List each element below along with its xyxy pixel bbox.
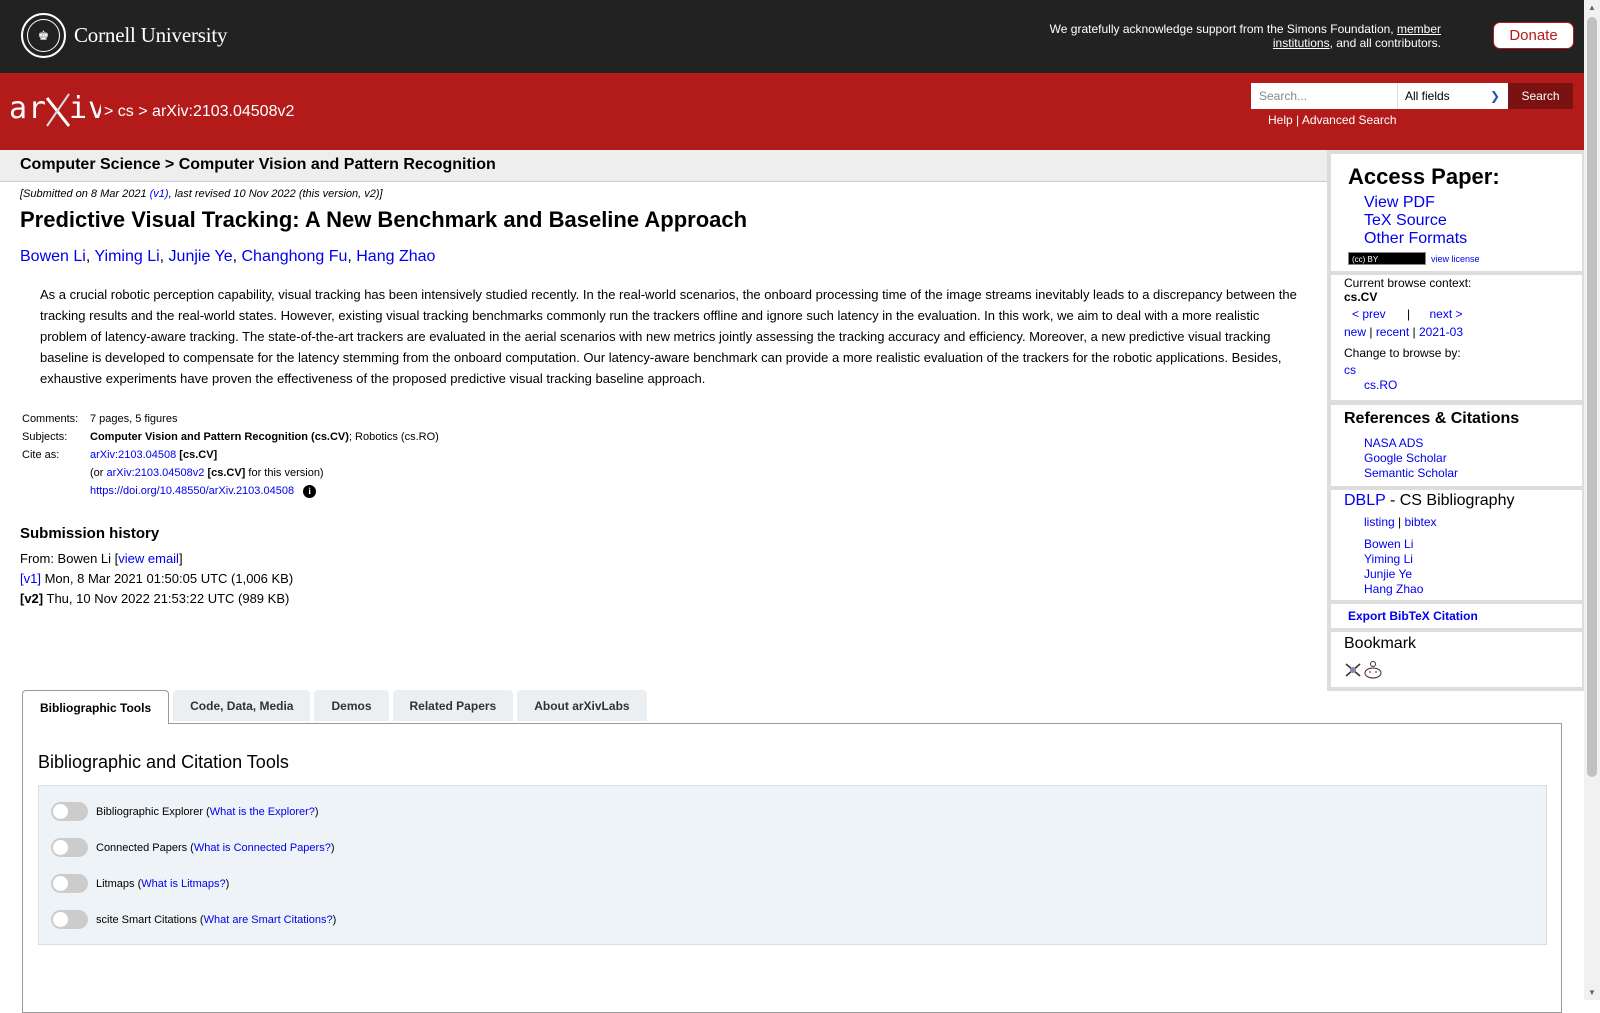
references-links bbox=[1364, 436, 1458, 481]
history-v1: [v1] Mon, 8 Mar 2021 01:50:05 UTC (1,006 KB) bbox=[20, 571, 294, 586]
help-links: Help | Advanced Search bbox=[1268, 113, 1397, 127]
month-link[interactable]: 2021-03 bbox=[1418, 325, 1464, 339]
tex-source-link[interactable]: TeX Source bbox=[1364, 212, 1447, 229]
search-field-select[interactable]: All fields ❯ bbox=[1397, 83, 1508, 109]
toggle-switch[interactable] bbox=[51, 802, 88, 821]
tool-help-link[interactable]: What is the Explorer? bbox=[209, 805, 315, 818]
tools-heading: Bibliographic and Citation Tools bbox=[38, 752, 289, 772]
help-link[interactable]: Help bbox=[1268, 113, 1293, 127]
member-institutions-link[interactable]: member institutions bbox=[1272, 22, 1441, 50]
dblp-author-link[interactable]: Junjie Ye bbox=[1364, 567, 1413, 581]
svg-text:iv: iv bbox=[69, 91, 101, 126]
arxiv-header bbox=[0, 73, 1584, 150]
listing-link[interactable]: listing bbox=[1364, 515, 1395, 529]
dblp-authors bbox=[1364, 537, 1423, 597]
view-email-link[interactable]: view email bbox=[118, 551, 179, 566]
page-scrollbar[interactable] bbox=[1584, 0, 1600, 1000]
cite-value: arXiv:2103.04508 [cs.CV] (or arXiv:2103.04508v2 [cs.CV] for this version) https://doi.org/10.48550/arXiv.2103.04508 i bbox=[90, 449, 324, 497]
dblp-listing: listing | bibtex bbox=[1364, 515, 1437, 529]
breadcrumb-paper-id: arXiv:2103.04508v2 bbox=[152, 103, 295, 120]
cite-id-link[interactable]: arXiv:2103.04508 bbox=[90, 449, 177, 461]
tool-row: Litmaps ( What is Litmaps? ) bbox=[51, 874, 229, 893]
author-link[interactable]: Yiming Li bbox=[94, 248, 160, 265]
search-input[interactable]: Search... bbox=[1251, 83, 1397, 109]
subjects-label: Subjects: bbox=[22, 431, 68, 443]
author-link[interactable]: Junjie Ye bbox=[168, 248, 233, 265]
browse-cs-link[interactable]: cs bbox=[1344, 363, 1356, 377]
submission-dateline: [Submitted on 8 Mar 2021 (v1), last revised 10 Nov 2022 (this version, v2)] bbox=[20, 188, 383, 200]
view-license-link[interactable]: view license bbox=[1431, 253, 1480, 264]
export-box bbox=[1331, 604, 1582, 628]
v1-link[interactable]: (v1) bbox=[149, 188, 169, 200]
breadcrumb: > cs > arXiv:2103.04508v2 bbox=[104, 103, 295, 120]
next-link[interactable]: next > bbox=[1429, 307, 1463, 321]
comments-label: Comments: bbox=[22, 413, 79, 425]
dblp-heading: DBLP - CS Bibliography bbox=[1344, 492, 1515, 509]
dblp-author-link[interactable]: Yiming Li bbox=[1364, 552, 1413, 566]
browse-context-box bbox=[1331, 275, 1582, 400]
prev-link[interactable]: < prev bbox=[1352, 307, 1386, 321]
tab-related-papers[interactable]: Related Papers bbox=[393, 690, 514, 721]
dblp-link[interactable]: DBLP bbox=[1344, 492, 1386, 509]
comments-value: 7 pages, 5 figures bbox=[90, 413, 178, 425]
toggle-switch[interactable] bbox=[51, 910, 88, 929]
svg-text:ar: ar bbox=[9, 91, 48, 126]
info-icon[interactable]: i bbox=[303, 485, 316, 498]
cornell-logo[interactable] bbox=[21, 13, 227, 58]
bibtex-link[interactable]: bibtex bbox=[1404, 515, 1437, 529]
recent-link[interactable]: recent bbox=[1375, 325, 1410, 339]
tab-panel bbox=[22, 723, 1562, 1013]
tab-code-data-media[interactable]: Code, Data, Media bbox=[173, 690, 310, 721]
paper-title: Predictive Visual Tracking: A New Benchmark and Baseline Approach bbox=[20, 207, 748, 232]
view-pdf-link[interactable]: View PDF bbox=[1364, 194, 1435, 211]
submission-history-heading: Submission history bbox=[20, 525, 160, 542]
submission-history bbox=[20, 549, 293, 609]
dblp-box bbox=[1331, 490, 1582, 600]
bookmark-box bbox=[1331, 632, 1582, 687]
tab-bibliographic-tools[interactable]: Bibliographic Tools bbox=[22, 690, 169, 724]
scroll-up-icon[interactable]: ▲ bbox=[1588, 3, 1596, 12]
access-paper-box bbox=[1331, 154, 1582, 271]
breadcrumb-cs-link[interactable]: cs bbox=[117, 103, 134, 120]
semantic-scholar-link[interactable]: Semantic Scholar bbox=[1364, 466, 1459, 480]
browse-context-label: Current browse context: bbox=[1344, 276, 1472, 290]
tool-help-link[interactable]: What are Smart Citations? bbox=[203, 913, 333, 926]
browse-lists: new | recent | 2021-03 bbox=[1344, 325, 1464, 339]
license bbox=[1348, 252, 1480, 265]
author-link[interactable]: Changhong Fu bbox=[241, 248, 348, 265]
dblp-author-link[interactable]: Hang Zhao bbox=[1364, 582, 1424, 596]
tool-row: scite Smart Citations ( What are Smart Citations? ) bbox=[51, 910, 336, 929]
doi-link[interactable]: https://doi.org/10.48550/arXiv.2103.04508 bbox=[90, 485, 295, 497]
change-browse-label: Change to browse by: bbox=[1344, 346, 1461, 360]
dblp-author-link[interactable]: Bowen Li bbox=[1364, 537, 1414, 551]
toggle-switch[interactable] bbox=[51, 838, 88, 857]
search-button[interactable]: Search bbox=[1508, 83, 1573, 109]
subject-heading: Computer Science > Computer Vision and Pattern Recognition bbox=[20, 156, 496, 173]
cite-label: Cite as: bbox=[22, 449, 60, 461]
sidebar bbox=[1327, 150, 1586, 691]
labs-tabs bbox=[22, 690, 651, 723]
references-heading: References & Citations bbox=[1344, 410, 1520, 427]
tool-row: Bibliographic Explorer ( What is the Explorer? ) bbox=[51, 802, 319, 821]
browse-context-value: cs.CV bbox=[1344, 290, 1378, 304]
support-text: We gratefully acknowledge support from the Simons Foundation, member institutions, and all contributors. bbox=[1049, 22, 1441, 50]
metadata-table bbox=[20, 413, 441, 504]
top-bar bbox=[0, 0, 1584, 73]
author-link[interactable]: Hang Zhao bbox=[356, 248, 436, 265]
other-formats-link[interactable]: Other Formats bbox=[1364, 230, 1468, 247]
bibsonomy-icon[interactable] bbox=[1346, 664, 1360, 676]
history-v2: [v2] Thu, 10 Nov 2022 21:53:22 UTC (989 KB) bbox=[20, 591, 290, 606]
export-bibtex-link[interactable]: Export BibTeX Citation bbox=[1348, 609, 1478, 623]
author-list: Bowen Li, Yiming Li, Junjie Ye, Changhong Fu, Hang Zhao bbox=[20, 248, 436, 265]
bookmark-icons bbox=[1344, 660, 1384, 680]
access-paper-heading: Access Paper: bbox=[1348, 164, 1500, 189]
university-name: Cornell University bbox=[74, 23, 228, 47]
toggle-switch[interactable] bbox=[51, 874, 88, 893]
arxiv-logo[interactable] bbox=[9, 90, 101, 138]
tool-help-link[interactable]: What is Litmaps? bbox=[141, 877, 226, 890]
cc-by-icon[interactable]: (cc) BY bbox=[1348, 252, 1426, 265]
prev-next: < prev | next > bbox=[1352, 307, 1463, 321]
reddit-icon[interactable] bbox=[1365, 662, 1381, 679]
tools-box bbox=[38, 785, 1547, 945]
author-link[interactable]: Bowen Li bbox=[20, 248, 86, 265]
v1-history-link[interactable]: [v1] bbox=[20, 571, 41, 586]
bookmark-heading: Bookmark bbox=[1344, 635, 1417, 652]
nasa-ads-link[interactable]: NASA ADS bbox=[1364, 436, 1424, 450]
scrollbar-thumb[interactable] bbox=[1587, 17, 1597, 777]
history-from: From: Bowen Li [view email] bbox=[20, 551, 183, 566]
tool-help-link[interactable]: What is Connected Papers? bbox=[193, 841, 331, 854]
arxiv-logo-icon bbox=[9, 90, 101, 130]
chevron-down-icon: ❯ bbox=[1489, 89, 1500, 103]
new-link[interactable]: new bbox=[1344, 325, 1367, 339]
tab-about-arxivlabs[interactable]: About arXivLabs bbox=[517, 690, 646, 721]
access-links bbox=[1364, 194, 1467, 248]
subject-header bbox=[0, 150, 1327, 182]
abstract: As a crucial robotic perception capability, visual tracking has been intensively studied recently. In the real-world scenarios, the onboard processing time of the image streams inevitably leads to a discrepancy between the tracking results and the real-world states. However, existing visual tracking benchmarks commonly run the trackers offline and ignore such latency in the evaluation. In this work, we aim to deal with a more realistic problem of latency-aware tracking. The state-of-the-art trackers are evaluated in the aerial scenarios with new metrics jointly assessing the tracking accuracy and efficiency. Moreover, a new predictive visual tracking baseline is developed to compensate for the latency stemming from the onboard computation. Our latency-aware benchmark can provide a more realistic evaluation of the trackers for the robotic applications. Besides, exhaustive experiments have proven the effectiveness of the proposed predictive visual tracking baseline approach. bbox=[40, 287, 1297, 386]
tab-demos[interactable]: Demos bbox=[314, 690, 388, 721]
browse-ro-link[interactable]: cs.RO bbox=[1364, 378, 1398, 392]
subjects-value: Computer Vision and Pattern Recognition (cs.CV); Robotics (cs.RO) bbox=[90, 431, 439, 443]
cite-v2-link[interactable]: arXiv:2103.04508v2 bbox=[106, 467, 205, 479]
scroll-down-icon[interactable]: ▼ bbox=[1588, 988, 1596, 997]
tool-row: Connected Papers ( What is Connected Papers? ) bbox=[51, 838, 335, 857]
google-scholar-link[interactable]: Google Scholar bbox=[1364, 451, 1447, 465]
references-box bbox=[1331, 405, 1582, 486]
donate-button[interactable]: Donate bbox=[1493, 22, 1574, 49]
advanced-search-link[interactable]: Advanced Search bbox=[1301, 113, 1397, 127]
cornell-seal-icon: ♚ bbox=[21, 13, 66, 58]
